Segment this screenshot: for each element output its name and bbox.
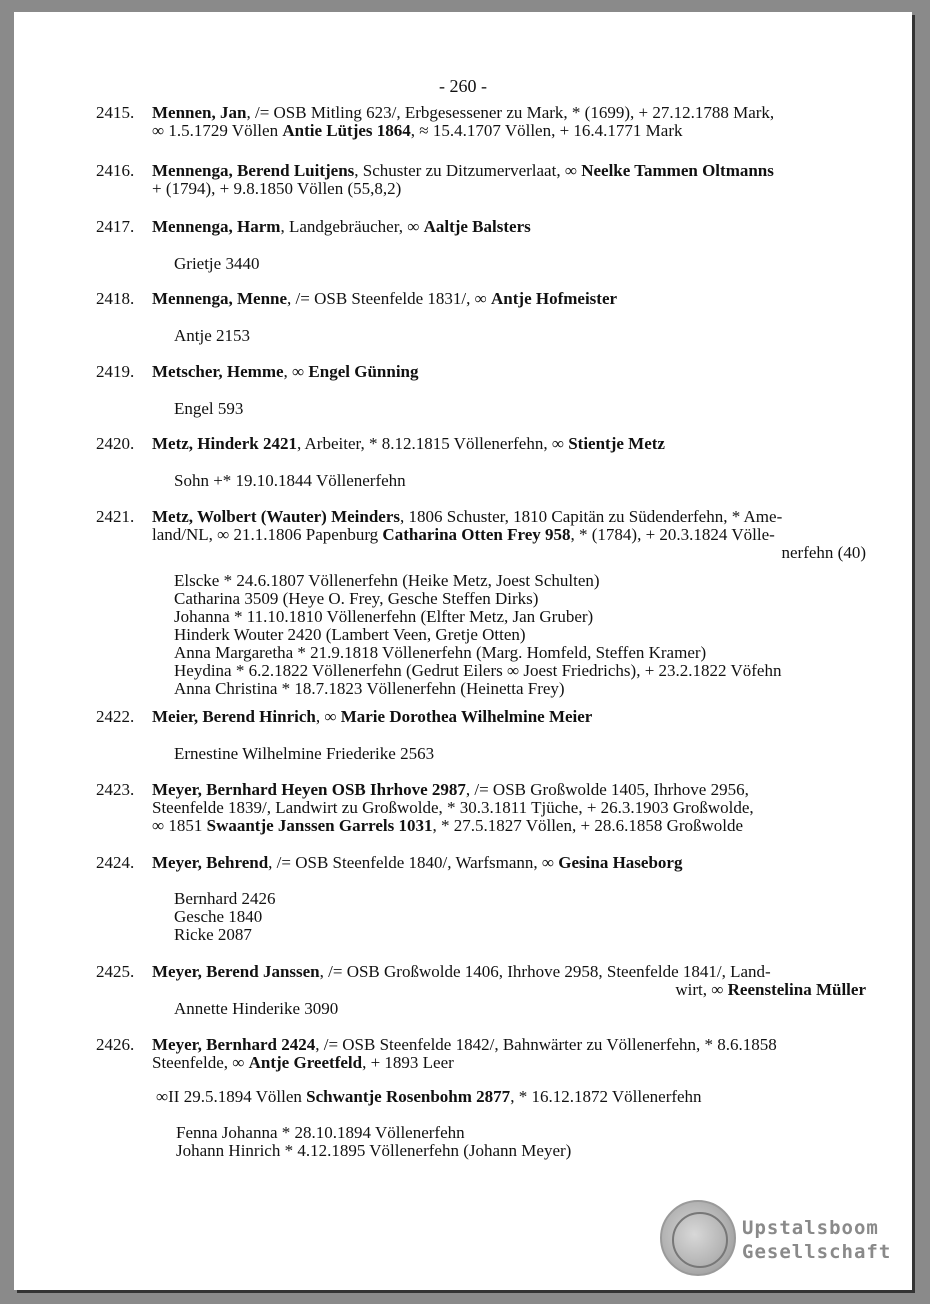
child-line: Bernhard 2426 — [174, 889, 276, 908]
entry-text: , /= OSB Steenfelde 1842/, Bahnwärter zu Völlenerfehn, * 8.6.1858 — [315, 1035, 777, 1054]
child-line: Ricke 2087 — [174, 925, 252, 944]
document-page — [14, 12, 912, 1290]
entry-number: 2422. — [96, 707, 135, 726]
seal-logo-icon — [660, 1200, 736, 1276]
child-line: Sohn +* 19.10.1844 Völlenerfehn — [174, 471, 406, 490]
child-line: Annette Hinderike 3090 — [174, 999, 339, 1018]
entry-text: + (1794), + 9.8.1850 Völlen (55,8,2) — [152, 179, 402, 198]
society-logo-text — [742, 1216, 891, 1264]
entry-text: , Schuster zu Ditzumerverlaat, ∞ — [354, 161, 582, 180]
entry-number: 2416. — [96, 161, 135, 180]
spouse-name: Antie Lütjes 1864 — [282, 121, 411, 140]
entry-text: , * 16.12.1872 Völlenerfehn — [510, 1087, 702, 1106]
entry-text: , /= OSB Großwolde 1406, Ihrhove 2958, Steenfelde 1841/, Land- — [319, 962, 771, 981]
entry-text: , /= OSB Steenfelde 1840/, Warfsmann, ∞ — [268, 853, 559, 872]
entry-number: 2420. — [96, 434, 135, 453]
entry-text: , 1806 Schuster, 1810 Capitän zu Südenderfehn, * Ame- — [400, 507, 783, 526]
entry-text: , ≈ 15.4.1707 Völlen, + 16.4.1771 Mark — [410, 121, 683, 140]
entry-text: nerfehn (40) — [781, 543, 866, 562]
logo-line-1: Upstalsboom — [742, 1217, 879, 1239]
entry-number: 2425. — [96, 962, 135, 981]
spouse-name: Neelke Tammen Oltmanns — [581, 161, 774, 180]
child-line: Johann Hinrich * 4.12.1895 Völlenerfehn (Johann Meyer) — [176, 1141, 572, 1160]
child-line: Grietje 3440 — [174, 254, 260, 273]
spouse-name: Antje Hofmeister — [491, 289, 618, 308]
entry-text: , Arbeiter, * 8.12.1815 Völlenerfehn, ∞ — [296, 434, 569, 453]
entry-text: Steenfelde, ∞ — [152, 1053, 249, 1072]
entry-text: Steenfelde 1839/, Landwirt zu Großwolde, * 30.3.1811 Tjüche, + 26.3.1903 Großwolde, — [152, 798, 754, 817]
spouse-name: Antje Greetfeld — [248, 1053, 363, 1072]
spouse-name: Catharina Otten Frey 958 — [382, 525, 571, 544]
child-line: Johanna * 11.10.1810 Völlenerfehn (Elfter Metz, Jan Gruber) — [174, 607, 594, 626]
entry-text: , /= OSB Mitling 623/, Erbgesessener zu Mark, * (1699), + 27.12.1788 Mark, — [246, 103, 775, 122]
person-name: Meier, Berend Hinrich — [152, 707, 316, 726]
person-name: Metscher, Hemme — [152, 362, 284, 381]
person-name: Meyer, Bernhard 2424 — [152, 1035, 316, 1054]
spouse-name: Schwantje Rosenbohm 2877 — [306, 1087, 511, 1106]
entry-number: 2426. — [96, 1035, 135, 1054]
entry-text: , * 27.5.1827 Völlen, + 28.6.1858 Großwolde — [432, 816, 744, 835]
second-marriage-line — [156, 1088, 702, 1106]
child-line: Fenna Johanna * 28.10.1894 Völlenerfehn — [176, 1123, 465, 1142]
entry-number: 2419. — [96, 362, 135, 381]
person-name: Mennenga, Menne — [152, 289, 288, 308]
person-name: Mennenga, Harm — [152, 217, 281, 236]
entry-text: wirt, ∞ — [675, 980, 728, 999]
child-line: Hinderk Wouter 2420 (Lambert Veen, Gretje Otten) — [174, 625, 526, 644]
entry-number: 2418. — [96, 289, 135, 308]
entry-text: ∞ 1.5.1729 Völlen — [152, 121, 283, 140]
entry-number: 2421. — [96, 507, 135, 526]
child-line: Engel 593 — [174, 399, 244, 418]
person-name: Mennen, Jan — [152, 103, 247, 122]
person-name: Meyer, Bernhard Heyen OSB Ihrhove 2987 — [152, 780, 466, 799]
person-name: Metz, Hinderk 2421 — [152, 434, 297, 453]
spouse-name: Engel Günning — [308, 362, 419, 381]
entry-text: , Landgebräucher, ∞ — [280, 217, 424, 236]
person-name: Meyer, Berend Janssen — [152, 962, 320, 981]
child-line: Antje 2153 — [174, 326, 251, 345]
spouse-name: Aaltje Balsters — [423, 217, 531, 236]
child-line: Catharina 3509 (Heye O. Frey, Gesche Steffen Dirks) — [174, 589, 539, 608]
person-name: Meyer, Behrend — [152, 853, 269, 872]
child-line: Heydina * 6.2.1822 Völlenerfehn (Gedrut Eilers ∞ Joest Friedrichs), + 23.2.1822 Vöfehn — [174, 661, 782, 680]
person-name: Metz, Wolbert (Wauter) Meinders — [152, 507, 401, 526]
spouse-name: Marie Dorothea Wilhelmine Meier — [340, 707, 593, 726]
spouse-name: Reenstelina Müller — [727, 980, 866, 999]
entry-text: ∞II 29.5.1894 Völlen — [156, 1087, 307, 1106]
entry-text: , ∞ — [283, 362, 309, 381]
entry-number: 2417. — [96, 217, 135, 236]
child-line: Elscke * 24.6.1807 Völlenerfehn (Heike Metz, Joest Schulten) — [174, 571, 600, 590]
spouse-name: Gesina Haseborg — [558, 853, 683, 872]
child-line: Ernestine Wilhelmine Friederike 2563 — [174, 744, 435, 763]
spouse-name: Swaantje Janssen Garrels 1031 — [206, 816, 433, 835]
entry-text: , /= OSB Großwolde 1405, Ihrhove 2956, — [465, 780, 749, 799]
entry-text: , ∞ — [315, 707, 341, 726]
person-name: Mennenga, Berend Luitjens — [152, 161, 355, 180]
page-number: - 260 - — [439, 76, 487, 96]
entry-text: land/NL, ∞ 21.1.1806 Papenburg — [152, 525, 383, 544]
entry-text: ∞ 1851 — [152, 816, 207, 835]
child-line: Anna Christina * 18.7.1823 Völlenerfehn (Heinetta Frey) — [174, 679, 565, 698]
logo-line-2: Gesellschaft — [742, 1241, 892, 1263]
entry-number: 2423. — [96, 780, 135, 799]
entry-text: , * (1784), + 20.3.1824 Völle- — [570, 525, 775, 544]
entry-number: 2415. — [96, 103, 135, 122]
entry-number: 2424. — [96, 853, 135, 872]
entry-text: , /= OSB Steenfelde 1831/, ∞ — [287, 289, 492, 308]
entry-text: , + 1893 Leer — [362, 1053, 454, 1072]
child-line: Gesche 1840 — [174, 907, 263, 926]
child-line: Anna Margaretha * 21.9.1818 Völlenerfehn (Marg. Homfeld, Steffen Kramer) — [174, 643, 707, 662]
spouse-name: Stientje Metz — [568, 434, 665, 453]
